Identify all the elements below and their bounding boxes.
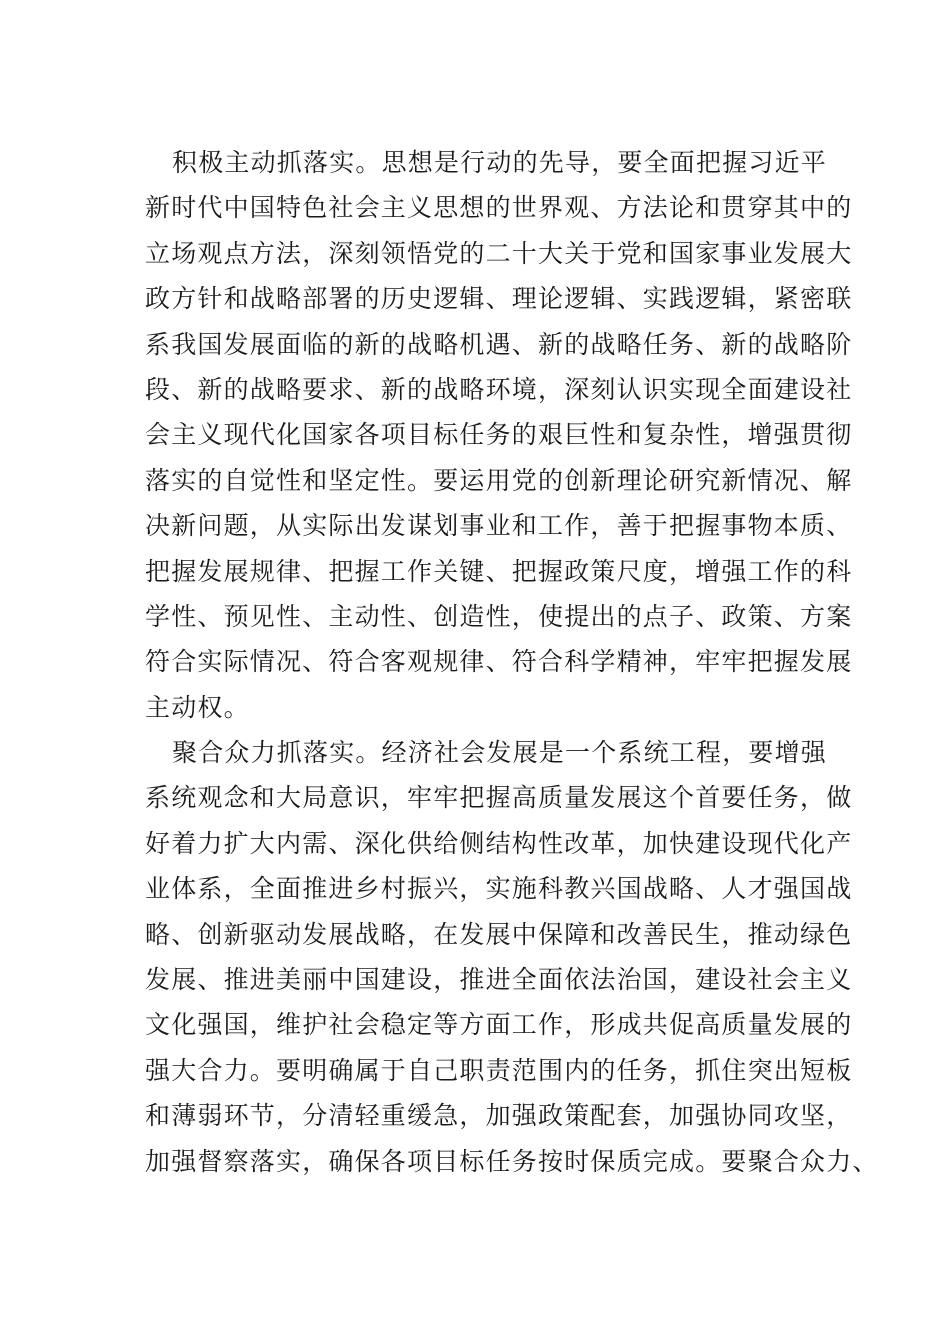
paragraph-2-line-9: 和薄弱环节，分清轻重缓急，加强政策配套，加强协同攻坚， bbox=[145, 1101, 853, 1131]
paragraph-2-line-2: 系统观念和大局意识，牢牢把握高质量发展这个首要任务，做 bbox=[145, 783, 853, 813]
paragraph-2-line-6: 发展、推进美丽中国建设，推进全面依法治国，建设社会主义 bbox=[145, 965, 853, 995]
paragraph-1-line-8: 落实的自觉性和坚定性。要运用党的创新理论研究新情况、解 bbox=[145, 465, 853, 495]
paragraph-2-line-8: 强大合力。要明确属于自己职责范围内的任务，抓住突出短板 bbox=[145, 1055, 853, 1085]
paragraph-1-line-7: 会主义现代化国家各项目标任务的艰巨性和复杂性，增强贯彻 bbox=[145, 420, 853, 450]
paragraph-1-line-4: 政方针和战略部署的历史逻辑、理论逻辑、实践逻辑，紧密联 bbox=[145, 284, 853, 314]
paragraph-2-line-3: 好着力扩大内需、深化供给侧结构性改革，加快建设现代化产 bbox=[145, 828, 853, 858]
paragraph-1-line-13: 主动权。 bbox=[145, 692, 250, 722]
paragraph-2-line-5: 略、创新驱动发展战略，在发展中保障和改善民生，推动绿色 bbox=[145, 919, 853, 949]
paragraph-1-line-6: 段、新的战略要求、新的战略环境，深刻认识实现全面建设社 bbox=[145, 374, 853, 404]
paragraph-1-line-1: 积极主动抓落实。思想是行动的先导，要全面把握习近平 bbox=[172, 148, 828, 177]
paragraph-1-line-11: 学性、预见性、主动性、创造性，使提出的点子、政策、方案 bbox=[145, 601, 853, 631]
paragraph-2-line-1: 聚合众力抓落实。经济社会发展是一个系统工程，要增强 bbox=[172, 738, 828, 768]
paragraph-1-line-9: 决新问题，从实际出发谋划事业和工作，善于把握事物本质、 bbox=[145, 511, 853, 541]
paragraph-1-line-5: 系我国发展面临的新的战略机遇、新的战略任务、新的战略阶 bbox=[145, 329, 853, 359]
paragraph-1-line-3: 立场观点方法，深刻领悟党的二十大关于党和国家事业发展大 bbox=[145, 238, 853, 268]
body-text bbox=[145, 140, 879, 1184]
paragraph-2-line-4: 业体系，全面推进乡村振兴，实施科教兴国战略、人才强国战 bbox=[145, 874, 853, 904]
paragraph-2-line-10: 加强督察落实，确保各项目标任务按时保质完成。要聚合众力、 bbox=[145, 1146, 879, 1176]
paragraph-1-line-12: 符合实际情况、符合客观规律、符合科学精神，牢牢把握发展 bbox=[145, 647, 853, 677]
paragraph-1-line-2: 新时代中国特色社会主义思想的世界观、方法论和贯穿其中的 bbox=[145, 193, 853, 223]
paragraph-1-line-10: 把握发展规律、把握工作关键、把握政策尺度，增强工作的科 bbox=[145, 556, 853, 586]
paragraph-2-line-7: 文化强国，维护社会稳定等方面工作，形成共促高质量发展的 bbox=[145, 1010, 853, 1040]
